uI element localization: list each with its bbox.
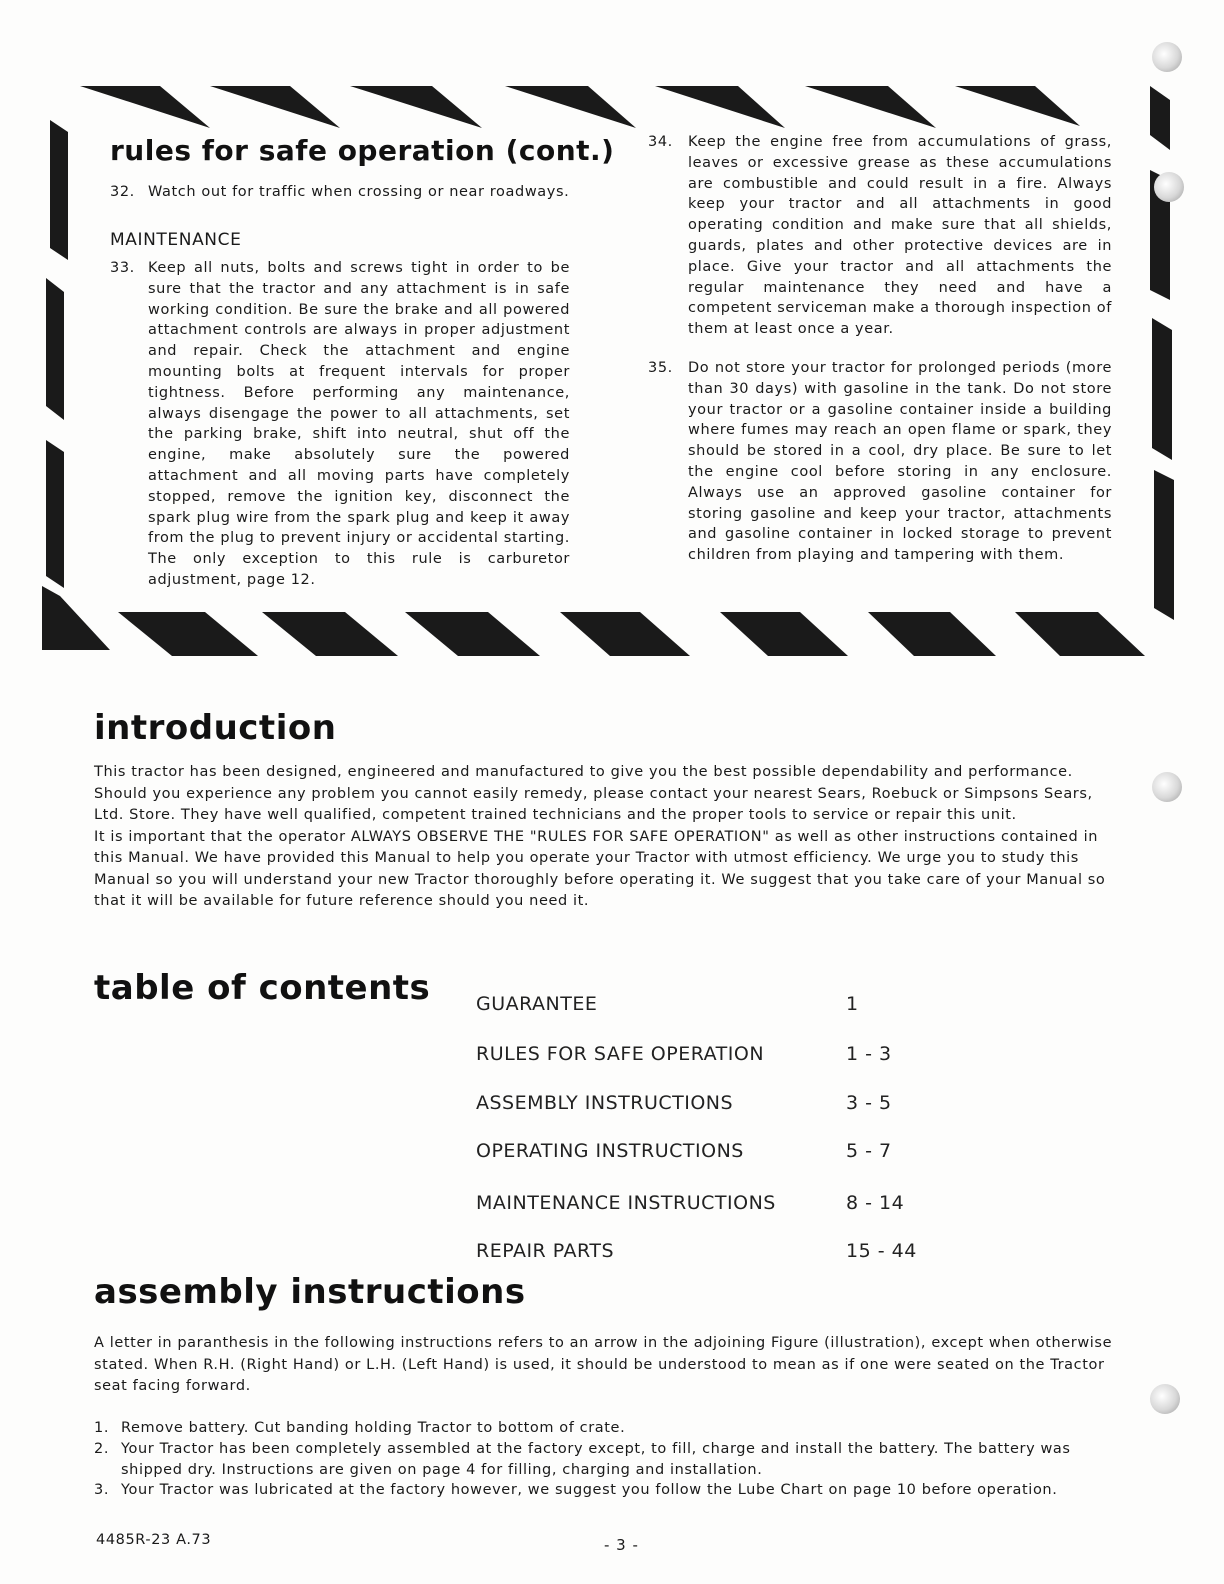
toc-entry-pages: 1 <box>846 993 859 1015</box>
page-number: - 3 - <box>604 1536 639 1554</box>
toc-entry-label: GUARANTEE <box>476 993 598 1015</box>
punch-hole-3 <box>1152 772 1182 802</box>
rule-34 <box>648 132 1112 340</box>
punch-hole-4 <box>1150 1384 1180 1414</box>
rule-35-text: Do not store your tractor for prolonged periods (more than 30 days) with gasoline in the tank. Do not store your tractor or a gasoline container inside a building where fumes may reach an open flame or spark, they should be stored in a cool, dry place. Be sure to let the engine cool before storing in any enclosure. Always use an approved gasoline container for storing gasoline and keep your tractor, attachments and gasoline container in locked storage to prevent children from playing and tampering with them. <box>688 360 1112 564</box>
assembly-step <box>94 1480 1134 1501</box>
assembly-step <box>94 1418 1134 1439</box>
toc-entry-label: MAINTENANCE INSTRUCTIONS <box>476 1192 776 1214</box>
introduction-title: introduction <box>94 708 337 748</box>
rule-33-text: Keep all nuts, bolts and screws tight in order to be sure that the tractor and any attachment is in safe working condition. Be sure the brake and all powered attachment controls are always in proper adjustment and repair. Check the attachment and engine mounting bolts at frequent intervals for proper tightness. Before performing any maintenance, always disengage the power to all attachments, set the parking brake, shift into neutral, shut off the engine, make absolutely sure the powered attachment and all moving parts have completely stopped, remove the ignition key, disconnect the spark plug wire from the spark plug and keep it away from the plug to prevent injury or accidental starting. The only exception to this rule is carburetor adjustment, page 12. <box>148 260 570 588</box>
toc-entry-pages: 15 - 44 <box>846 1240 917 1262</box>
rule-34-number: 34. <box>648 134 673 150</box>
rule-33 <box>110 258 570 591</box>
intro-paragraph-1: This tractor has been designed, engineered and manufactured to give you the best possible dependability and performance. <box>94 764 1073 780</box>
assembly-intro: A letter in paranthesis in the following instructions refers to an arrow in the adjoining Figure (illustration), except when otherwise stated. When R.H. (Right Hand) or L.H. (Left Hand) is used, it should be understood to mean as if one were seated on the Tractor seat facing forward. <box>94 1335 1113 1394</box>
toc-entry-label: OPERATING INSTRUCTIONS <box>476 1140 744 1162</box>
punch-hole-2 <box>1154 172 1184 202</box>
assembly-step-number: 2. <box>94 1441 110 1457</box>
intro-paragraph-3: It is important that the operator ALWAYS OBSERVE THE "RULES FOR SAFE OPERATION" as well as other instructions contained in this Manual. We have provided this Manual to help you operate your Tractor with utmost efficiency. We urge you to study this Manual so you will understand your new Tractor thoroughly before operating it. We suggest that you take care of your Manual so that it will be available for future reference should you need it. <box>94 828 1106 909</box>
rule-32-text: Watch out for traffic when crossing or near roadways. <box>148 184 570 200</box>
assembly-step-number: 1. <box>94 1420 110 1436</box>
rule-35-number: 35. <box>648 360 673 376</box>
toc-entry-label: ASSEMBLY INSTRUCTIONS <box>476 1092 734 1114</box>
rule-35 <box>648 358 1112 566</box>
toc-title: table of contents <box>94 968 431 1008</box>
intro-paragraph-2: Should you experience any problem you cannot easily remedy, please contact your nearest Sears, Roebuck or Simpsons Sears, Ltd. Store. They have well qualified, competent trained technicians and the proper tools to service or repair this unit. <box>94 785 1093 823</box>
assembly-step-number: 3. <box>94 1482 110 1498</box>
punch-hole-1 <box>1152 42 1182 72</box>
assembly-step-text: Your Tractor was lubricated at the factory however, we suggest you follow the Lube Chart on page 10 before operation. <box>121 1482 1058 1498</box>
maintenance-heading: MAINTENANCE <box>110 230 242 250</box>
rule-34-text: Keep the engine free from accumulations of grass, leaves or excessive grease as these accumulations are combustible and could result in a fire. Always keep your tractor and all attachments in good operating condition and make sure that all shields, guards, plates and other protective devices are in place. Give your tractor and all attachments the regular maintenance they need and have a competent serviceman make a thorough inspection of them at least once a year. <box>688 134 1112 338</box>
toc-entry-pages: 5 - 7 <box>846 1140 892 1162</box>
assembly-step-text: Remove battery. Cut banding holding Tractor to bottom of crate. <box>121 1420 626 1436</box>
rule-32 <box>110 182 570 203</box>
assembly-step-text: Your Tractor has been completely assembled at the factory except, to fill, charge and install the battery. The battery was shipped dry. Instructions are given on page 4 for filling, charging and installation. <box>121 1441 1071 1478</box>
toc-entry-pages: 3 - 5 <box>846 1092 892 1114</box>
toc-entry-pages: 1 - 3 <box>846 1043 892 1065</box>
toc-entry-pages: 8 - 14 <box>846 1192 905 1214</box>
rule-33-number: 33. <box>110 260 135 276</box>
toc-entry-label: RULES FOR SAFE OPERATION <box>476 1043 765 1065</box>
introduction-body <box>94 762 1124 913</box>
safety-title: rules for safe operation (cont.) <box>110 134 615 167</box>
rule-32-number: 32. <box>110 184 135 200</box>
document-number: 4485R-23 A.73 <box>96 1532 212 1548</box>
toc-entry-label: REPAIR PARTS <box>476 1240 615 1262</box>
assembly-step <box>94 1439 1134 1480</box>
assembly-title: assembly instructions <box>94 1272 526 1312</box>
